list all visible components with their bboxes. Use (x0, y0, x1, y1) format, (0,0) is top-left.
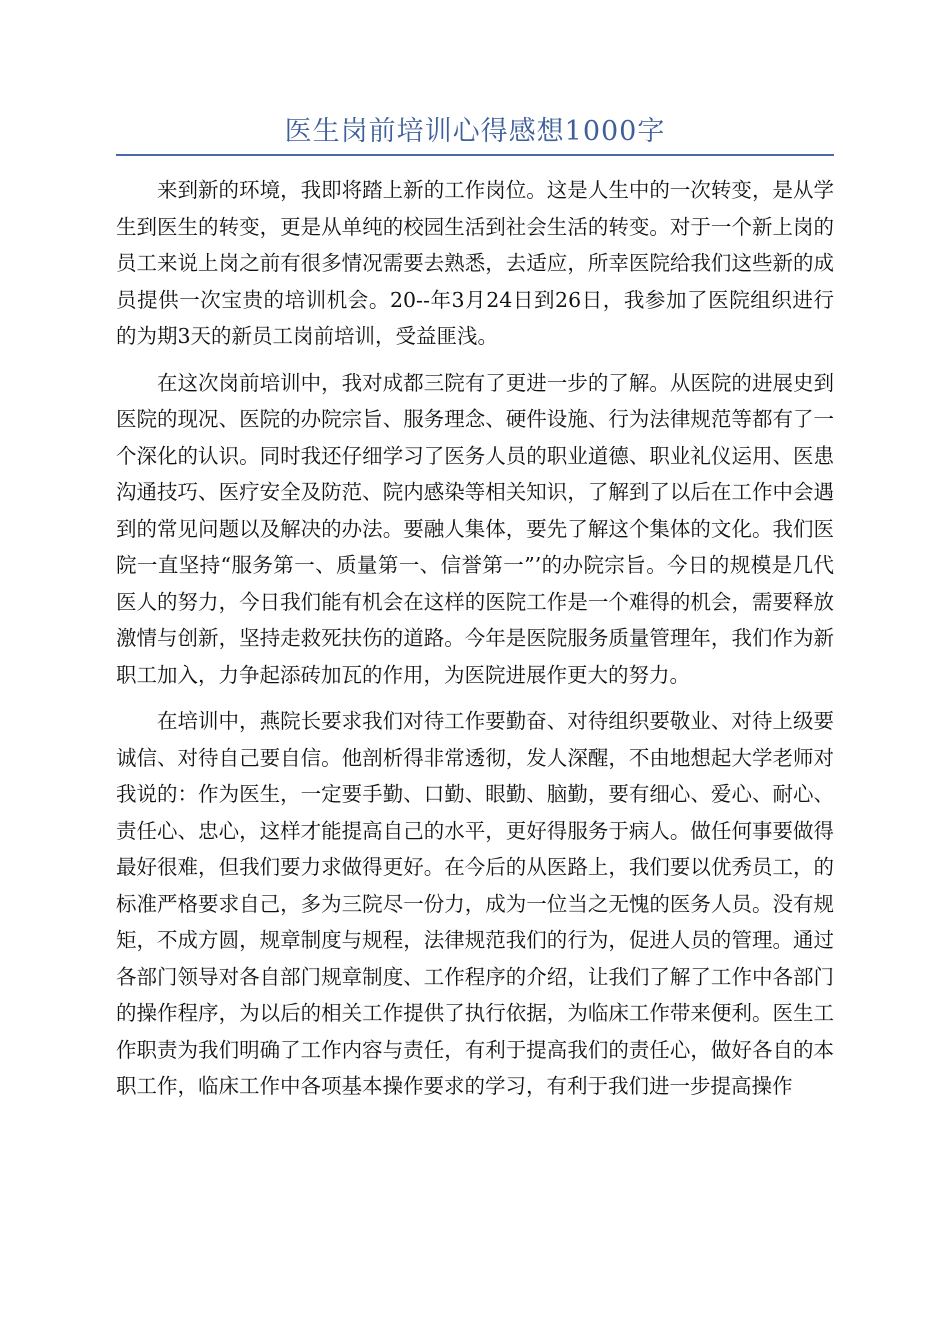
paragraph-3: 在培训中，燕院长要求我们对待工作要勤奋、对待组织要敬业、对待上级要诚信、对待自己要自信。他剖析得非常透彻，发人深醒，不由地想起大学老师对我说的：作为医生，一定要手勤、口勤、眼勤、脑勤，要有细心、爱心、耐心、责任心、忠心，这样才能提高自己的水平，更好得服务于病人。做任何事要做得最好很难，但我们要力求做得更好。在今后的从医路上，我们要以优秀员工，的标准严格要求自己，多为三院尽一份力，成为一位当之无愧的医务人员。没有规矩，不成方圆，规章制度与规程，法律规范我们的行为，促进人员的管理。通过各部门领导对各自部门规章制度、工作程序的介绍，让我们了解了工作中各部门的操作程序，为以后的相关工作提供了执行依据，为临床工作带来便利。医生工作职责为我们明确了工作内容与责任，有利于提高我们的责任心，做好各自的本职工作，临床工作中各项基本操作要求的学习，有利于我们进一步提高操作 (116, 709, 834, 1098)
title-underline (116, 154, 834, 156)
paragraph-2: 在这次岗前培训中，我对成都三院有了更进一步的了解。从医院的进展史到医院的现况、医院的办院宗旨、服务理念、硬件设施、行为法律规范等都有了一个深化的认识。同时我还仔细学习了医务人员的职业道德、职业礼仪运用、医患沟通技巧、医疗安全及防范、院内感染等相关知识，了解到了以后在工作中会遇到的常见问题以及解决的办法。要融人集体，要先了解这个集体的文化。我们医院一直坚持“服务第一、质量第一、信誉第一”’的办院宗旨。今日的规模是几代医人的努力，今日我们能有机会在这样的医院工作是一个难得的机会，需要释放激情与创新，坚持走救死扶伤的道路。今年是医院服务质量管理年，我们作为新职工加入，力争起添砖加瓦的作用，为医院进展作更大的努力。 (116, 370, 834, 687)
paragraph-1: 来到新的环境，我即将踏上新的工作岗位。这是人生中的一次转变，是从学生到医生的转变，更是从单纯的校园生活到社会生活的转变。对于一个新上岗的员工来说上岗之前有很多情况需要去熟悉，去适应，所幸医院给我们这些新的成员提供一次宝贵的培训机会。20--年3月24日到26日，我参加了医院组织进行的为期3天的新员工岗前培训，受益匪浅。 (116, 178, 834, 348)
document-title: 医生岗前培训心得感想1000字 (284, 116, 666, 147)
document-body (116, 172, 834, 1115)
